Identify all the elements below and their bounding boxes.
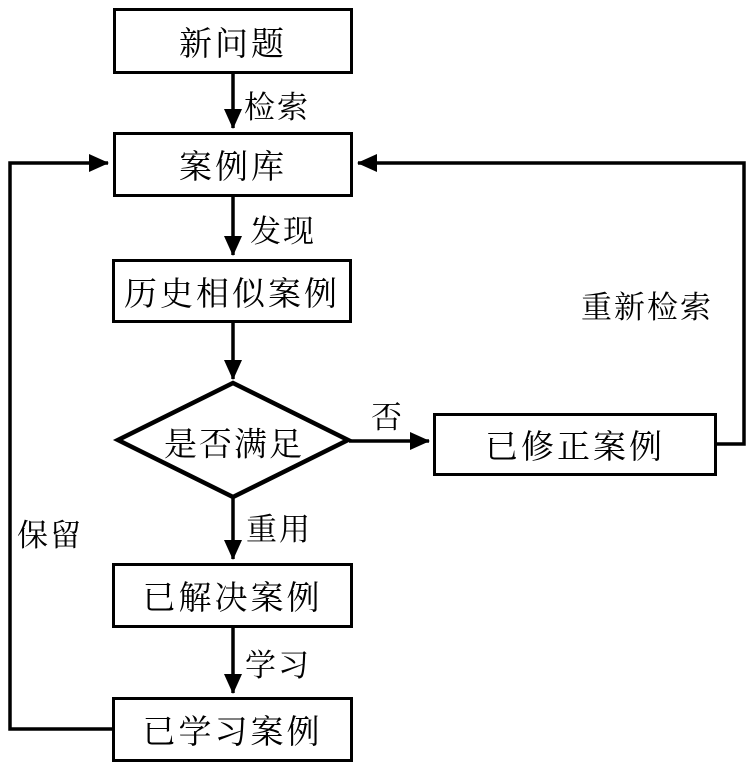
node-solved-case: 已解决案例 [112, 563, 353, 628]
node-case-library: 案例库 [113, 132, 353, 197]
edge-label-reuse: 重用 [246, 512, 312, 547]
edge-label-retrieve: 检索 [244, 90, 310, 125]
edge-label-discover: 发现 [250, 214, 316, 249]
node-learned-case: 已学习案例 [112, 697, 353, 762]
edge-label-no: 否 [371, 400, 404, 435]
node-historical-similar-case: 历史相似案例 [112, 259, 352, 323]
edge-retain-line [10, 163, 112, 729]
node-revised-case: 已修正案例 [433, 413, 717, 476]
node-new-problem: 新问题 [113, 8, 353, 74]
edge-label-learn: 学习 [245, 648, 311, 683]
edge-label-retain: 保留 [17, 518, 83, 553]
edge-label-re-retrieve: 重新检索 [581, 290, 713, 325]
node-is-satisfied-label: 是否满足 [164, 427, 304, 464]
